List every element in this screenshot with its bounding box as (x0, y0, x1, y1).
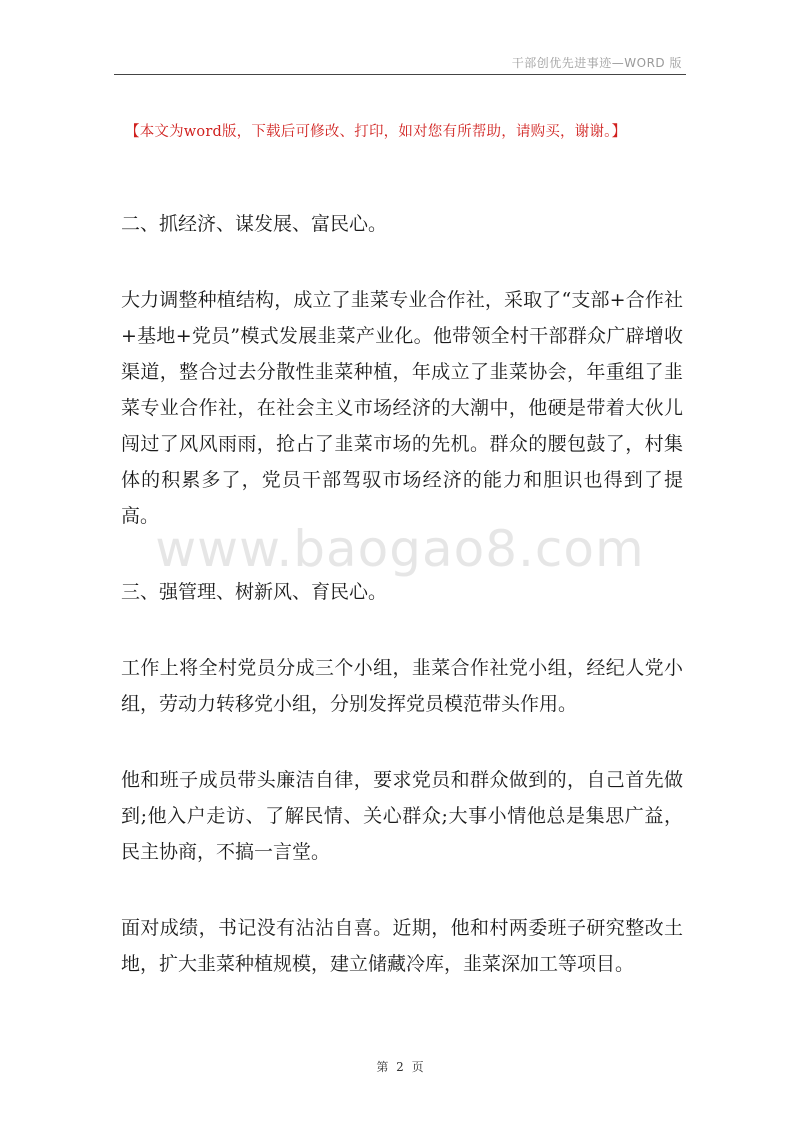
page-header-title: 干部创优先进事迹—WORD 版 (511, 56, 682, 70)
page-number: 第 2 页 (376, 1060, 424, 1074)
header-divider (114, 74, 686, 75)
watermark: www.baogao8.com (155, 520, 645, 578)
section-heading-3: 三、强管理、树新风、育民心。 (121, 581, 388, 603)
body-paragraph: 工作上将全村党员分成三个小组，韭菜合作社党小组，经纪人党小组，劳动力转移党小组，分别发挥党员模范带头作用。 (121, 657, 683, 715)
document-body (121, 206, 683, 1022)
body-paragraph: 大力调整种植结构，成立了韭菜专业合作社，采取了“支部+合作社+基地+党员”模式发展韭菜产业化。他带领全村干部群众广辟增收渠道，整合过去分散性韭菜种植，年成立了韭菜协会，年重组了韭菜专业合作社，在社会主义市场经济的大潮中，他硬是带着大伙儿闯过了风风雨雨，抢占了韭菜市场的先机。群众的腰包鼓了，村集体的积累多了，党员干部驾驭市场经济的能力和胆识也得到了提高。 (121, 289, 683, 527)
section-heading-2: 二、抓经济、谋发展、富民心。 (121, 213, 388, 235)
body-paragraph: 他和班子成员带头廉洁自律，要求党员和群众做到的，自己首先做到;他入户走访、了解民情、关心群众;大事小情他总是集思广益，民主协商，不搞一言堂。 (121, 769, 683, 863)
download-notice: 【本文为word版，下载后可修改、打印，如对您有所帮助，请购买，谢谢。】 (125, 124, 627, 140)
body-paragraph: 面对成绩，书记没有沾沾自喜。近期，他和村两委班子研究整改土地，扩大韭菜种植规模，建立储藏冷库，韭菜深加工等项目。 (121, 917, 683, 975)
